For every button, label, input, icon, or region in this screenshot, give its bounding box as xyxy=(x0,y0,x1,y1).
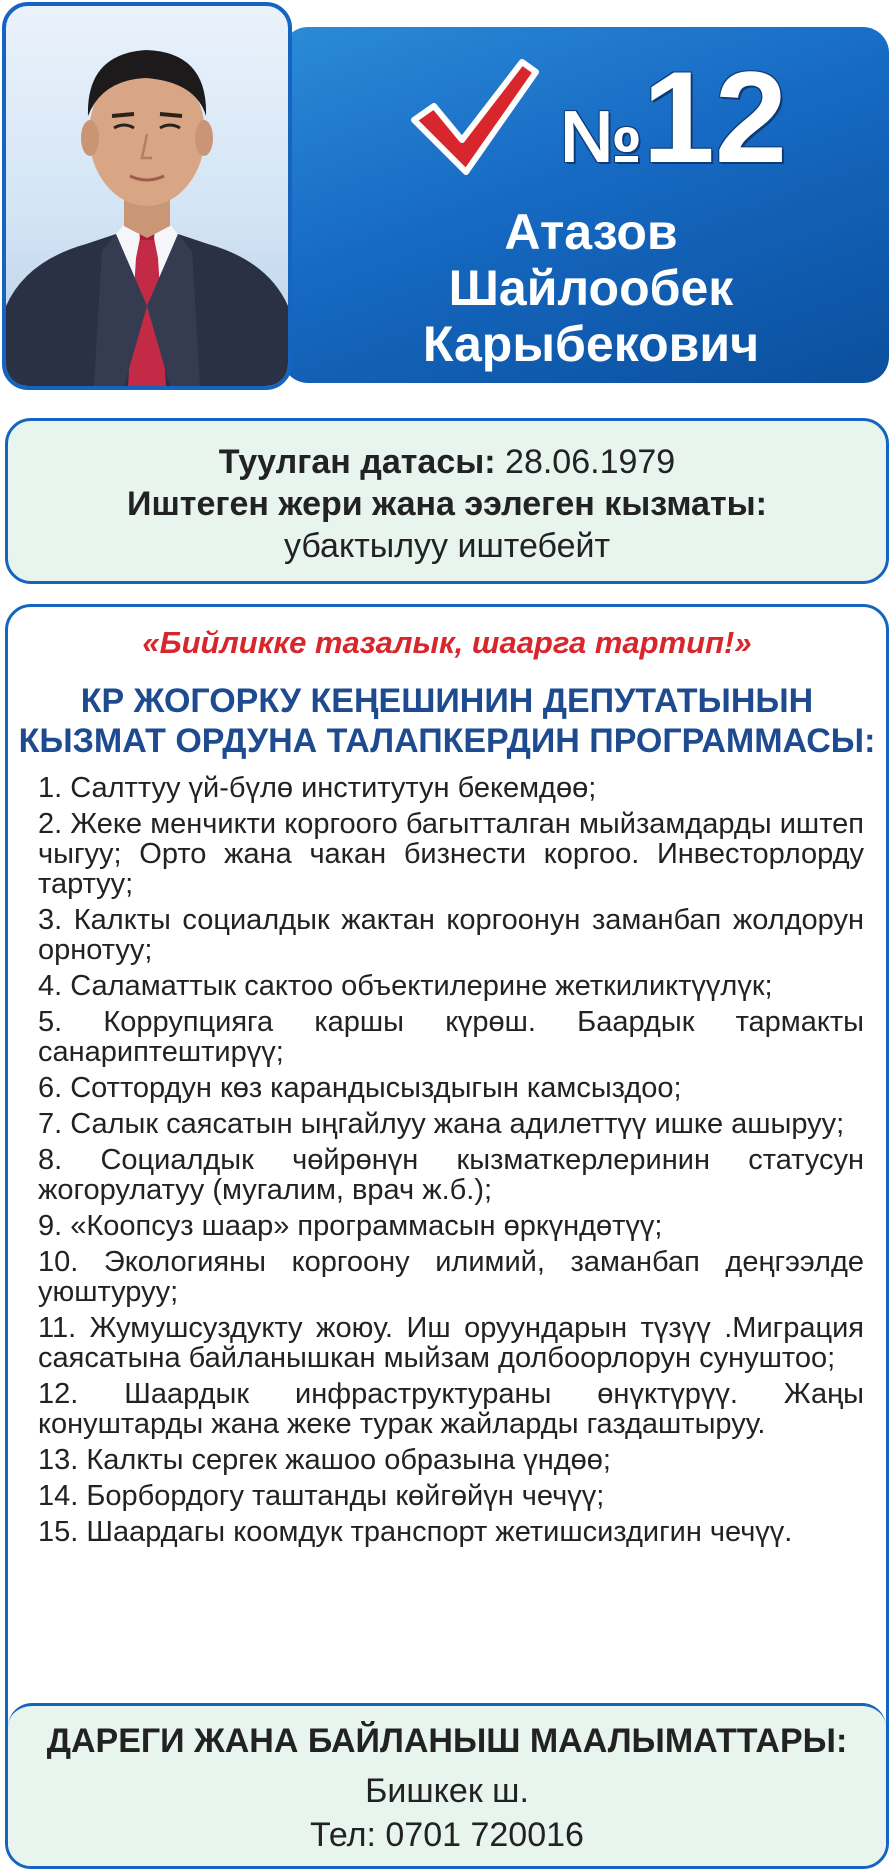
program-item: 15. Шаардагы коомдук транспорт жетишсиздигин чечүү. xyxy=(38,1516,793,1548)
candidate-photo xyxy=(2,2,292,390)
program-item: 7. Салык саясатын ыңгайлуу жана адилеттүү ишке ашыруу; xyxy=(38,1108,845,1140)
birth-date-line xyxy=(8,443,886,482)
program-title-line2: КЫЗМАТ ОРДУНА ТАЛАПКЕРДИН ПРОГРАММАСЫ: xyxy=(18,722,876,760)
program-item: 1. Салттуу үй-бүлө институтун бекемдөө; xyxy=(38,772,597,804)
birth-date-value: 28.06.1979 xyxy=(505,443,676,481)
slogan: «Бийликке тазалык, шаарга тартип!» xyxy=(142,625,752,660)
birth-date-label: Туулган датасы: xyxy=(218,443,496,481)
program-item: 13. Калкты сергек жашоо образына үндөө; xyxy=(38,1444,611,1476)
candidate-patronymic: Карыбекович xyxy=(422,316,760,372)
candidate-first-name: Шайлообек xyxy=(448,260,734,316)
number-prefix: № xyxy=(560,95,643,178)
program-item: 3. Калкты социалдык жактан коргоонун заманбап жолдорун орнотуу; xyxy=(38,904,864,966)
program-panel xyxy=(5,604,889,1869)
program-title xyxy=(8,681,886,761)
contacts-panel xyxy=(8,1703,886,1866)
candidate-surname: Атазов xyxy=(504,204,678,260)
contacts-phone: Тел: 0701 720016 xyxy=(310,1816,584,1854)
work-label: Иштеген жери жана ээлеген кызматы: xyxy=(127,485,767,523)
program-item: 11. Жумушсуздукту жоюу. Иш оруундарын түзүү .Миграция саясатына байланышкан мыйзам долбоорлорун сунуштоо; xyxy=(38,1312,864,1374)
program-list xyxy=(38,773,864,1553)
checkmark-icon xyxy=(410,58,540,183)
contacts-title: ДАРЕГИ ЖАНА БАЙЛАНЫШ МААЛЫМАТТАРЫ: xyxy=(46,1722,848,1760)
program-item: 2. Жеке менчикти коргоого багытталган мыйзамдарды иштеп чыгуу; Орто жана чакан бизнести коргоо. Инвесторлорду тартуу; xyxy=(38,808,864,900)
program-title-line1: КР ЖОГОРКУ КЕҢЕШИНИН ДЕПУТАТЫНЫН xyxy=(80,682,814,720)
work-value: убактылуу иштебейт xyxy=(283,527,611,565)
program-item: 5. Коррупцияга каршы күрөш. Баардык тармакты санариптештирүү; xyxy=(38,1006,864,1068)
number-digits: 12 xyxy=(642,44,788,190)
program-item: 12. Шаардык инфраструктураны өнүктүрүү. Жаңы конуштарды жана жеке турак жайларды газдаштыруу. xyxy=(38,1378,864,1440)
program-item: 14. Борбордогу таштанды көйгөйүн чечүү; xyxy=(38,1480,605,1512)
contacts-city: Бишкек ш. xyxy=(365,1772,529,1810)
candidate-name xyxy=(395,204,787,372)
candidate-number xyxy=(560,44,880,192)
program-item: 10. Экологияны коргоону илимий, заманбап деңгээлде уюштуруу; xyxy=(38,1246,864,1308)
program-item: 4. Саламаттык сактоо объектилерине жеткиликтүүлүк; xyxy=(38,970,773,1002)
info-panel xyxy=(5,418,889,584)
program-item: 6. Соттордун көз карандысыздыгын камсыздоо; xyxy=(38,1072,682,1104)
program-item: 8. Социалдык чөйрөнүн кызматкерлеринин статусун жогорулатуу (мугалим, врач ж.б.); xyxy=(38,1144,864,1206)
program-item: 9. «Коопсуз шаар» программасын өркүндөтүү; xyxy=(38,1210,663,1242)
portrait-illustration xyxy=(6,6,288,386)
